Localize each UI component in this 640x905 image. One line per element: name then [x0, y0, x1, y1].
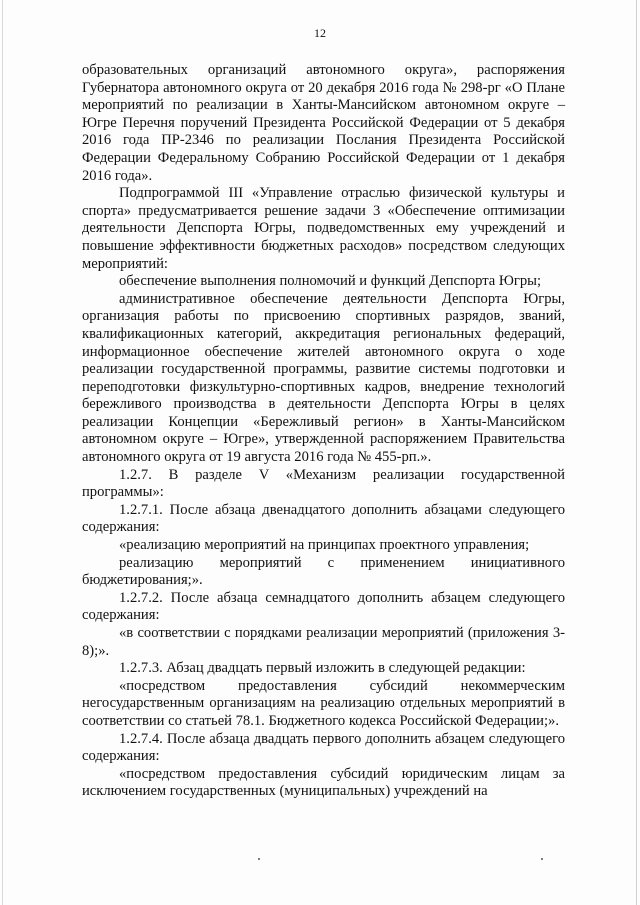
- scan-edge: [2, 0, 3, 905]
- scan-speck: [541, 858, 543, 860]
- paragraph: 1.2.7.4. После абзаца двадцать первого дополнить абзацем следующего содержания:: [82, 730, 565, 765]
- paragraph: 1.2.7. В разделе V «Механизм реализации государственной программы»:: [82, 466, 565, 501]
- paragraph: «реализацию мероприятий на принципах проектного управления;: [119, 537, 530, 554]
- scan-edge: [636, 0, 637, 905]
- page-number: 12: [314, 26, 326, 40]
- paragraph: «посредством предоставления субсидий юридическим лицам за исключением государственных (муниципальных) учреждений на: [82, 765, 565, 800]
- paragraph: «посредством предоставления субсидий некоммерческим негосударственным организациям на реализацию отдельных мероприятий в соответствии со статьей 78.1. Бюджетного кодекса Российской Федерации;».: [82, 677, 565, 729]
- paragraph: реализацию мероприятий с применением инициативного бюджетирования;».: [82, 554, 565, 589]
- paragraph: 1.2.7.2. После абзаца семнадцатого дополнить абзацем следующего содержания:: [82, 589, 565, 624]
- paragraph: 1.2.7.3. Абзац двадцать первый изложить в следующей редакции:: [119, 660, 526, 677]
- paragraph: 1.2.7.1. После абзаца двенадцатого дополнить абзацами следующего содержания:: [82, 501, 565, 536]
- paragraph: «в соответствии с порядками реализации мероприятий (приложения 3-8);».: [82, 625, 565, 659]
- scan-speck: [258, 858, 260, 860]
- paragraph: административное обеспечение деятельности Депспорта Югры, организация работы по присвоению спортивных разрядов, званий, квалификационных категорий, аккредитация региональных федераций, информационное обеспечение жителей автономного округа о ходе реализации государственной программы, развитие системы подготовки и переподготовки физкультурно-спортивных кадров, внедрение технологий бережливого производства в деятельности Депспорта Югры в целях реализации Концепции «Бережливый регион» в Ханты-Мансийском автономном округе – Югре», утвержденной распоряжением Правительства автономного округа от 19 августа 2016 года № 455-рп.».: [82, 290, 565, 466]
- paragraph: образовательных организаций автономного округа», распоряжения Губернатора автономного округа от 20 декабря 2016 года № 298-рг «О Плане мероприятий по реализации в Ханты-Мансийском автономном округе – Югре Перечня поручений Президента Российской Федерации от 5 декабря 2016 года ПР-2346 по реализации Послания Президента Российской Федерации Федеральному Собранию Российской Федерации от 1 декабря 2016 года».: [82, 62, 565, 184]
- paragraph: Подпрограммой III «Управление отраслью физической культуры и спорта» предусматривается решение задачи 3 «Обеспечение оптимизации деятельности Депспорта Югры, подведомственных ему учреждений и повышение эффективности бюджетных расходов» посредством следующих мероприятий:: [82, 185, 565, 272]
- paragraph: обеспечение выполнения полномочий и функций Депспорта Югры;: [119, 273, 542, 290]
- document-body: [82, 62, 565, 801]
